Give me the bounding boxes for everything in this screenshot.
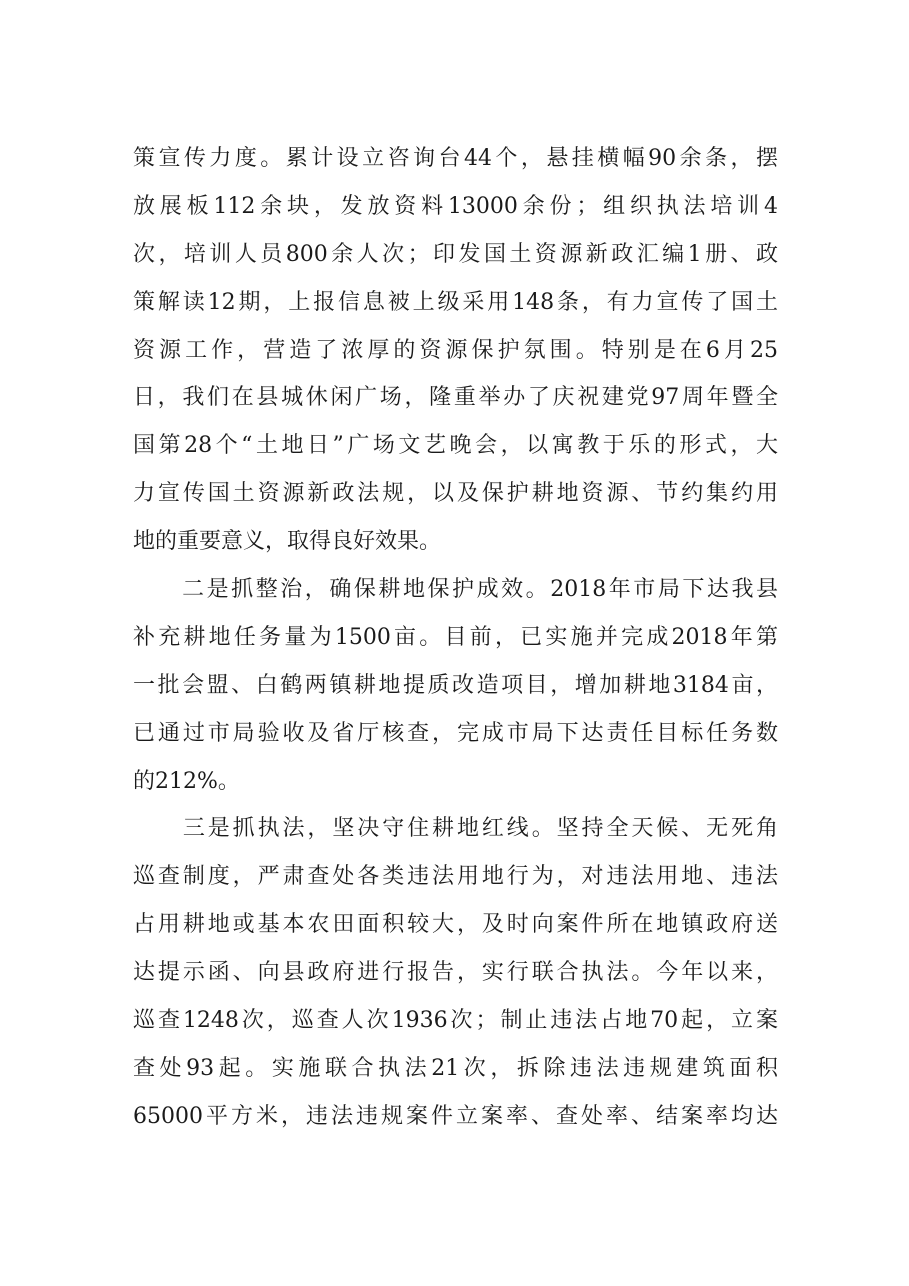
text-line: 巡查制度，严肃查处各类违法用地行为，对违法用地、违法 — [133, 864, 778, 890]
text-line: 二是抓整治，确保耕地保护成效。2018年市局下达我县 — [133, 577, 778, 603]
text-line: 资源工作，营造了浓厚的资源保护氛围。特别是在6月25 — [133, 337, 778, 363]
text-line: 日，我们在县城休闲广场，隆重举办了庆祝建党97周年暨全 — [133, 385, 778, 411]
text-line: 65000平方米，违法违规案件立案率、查处率、结案率均达 — [133, 1103, 778, 1129]
text-line: 一批会盟、白鹤两镇耕地提质改造项目，增加耕地3184亩， — [133, 672, 778, 698]
body-text — [133, 135, 778, 1141]
text-line: 的212%。 — [133, 768, 240, 794]
text-line: 巡查1248次，巡查人次1936次；制止违法占地70起，立案 — [133, 1008, 778, 1034]
text-line: 放展板112余块，发放资料13000余份；组织执法培训4 — [133, 193, 778, 219]
text-line: 力宣传国土资源新政法规，以及保护耕地资源、节约集约用 — [133, 481, 778, 507]
text-line: 三是抓执法，坚决守住耕地红线。坚持全天候、无死角 — [133, 816, 778, 842]
text-line: 占用耕地或基本农田面积较大，及时向案件所在地镇政府送 — [133, 912, 778, 938]
text-line: 已通过市局验收及省厅核查，完成市局下达责任目标任务数 — [133, 720, 778, 746]
text-line: 国第28个“土地日”广场文艺晚会，以寓教于乐的形式，大 — [133, 433, 778, 459]
text-line: 次，培训人员800余人次；印发国土资源新政汇编1册、政 — [133, 241, 778, 267]
text-line: 达提示函、向县政府进行报告，实行联合执法。今年以来， — [133, 960, 778, 986]
text-line: 查处93起。实施联合执法21次，拆除违法违规建筑面积 — [133, 1055, 778, 1081]
text-line: 补充耕地任务量为1500亩。目前，已实施并完成2018年第 — [133, 624, 778, 650]
text-line: 地的重要意义，取得良好效果。 — [133, 529, 442, 555]
text-line: 策宣传力度。累计设立咨询台44个，悬挂横幅90余条，摆 — [133, 146, 778, 171]
text-line: 策解读12期，上报信息被上级采用148条，有力宣传了国土 — [133, 289, 778, 315]
